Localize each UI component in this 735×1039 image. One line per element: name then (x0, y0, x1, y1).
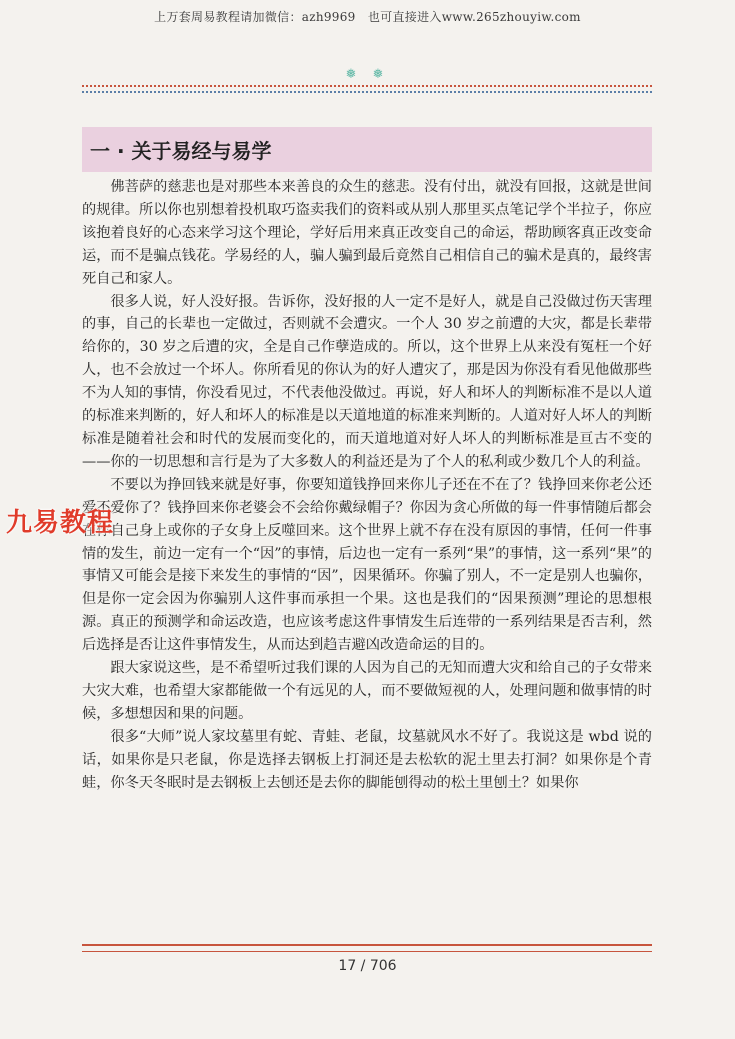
paragraph: 佛菩萨的慈悲也是对那些本来善良的众生的慈悲。没有付出，就没有回报，这就是世间的规律。所以你也别想着投机取巧盗卖我们的资料或从别人那里买点笔记学个半拉子，你应该抱着良好的心态来学习这个理论，学好后用来真正改变自己的命运，帮助顾客真正改变命运，而不是骗点钱花。学易经的人，骗人骗到最后竟然自己相信自己的骗术是真的，最终害死自己和家人。 (82, 179, 652, 287)
bottom-divider (82, 944, 652, 952)
top-divider (82, 85, 652, 93)
page-number: 17 / 706 (338, 958, 397, 974)
paragraph: 很多“大师”说人家坟墓里有蛇、青蛙、老鼠，坟墓就风水不好了。我说这是 wbd 说的话，如果你是只老鼠，你是选择去钢板上打洞还是去松软的泥土里去打洞？如果你是个青蛙，你冬天冬眠时是去钢板上去刨还是去你的脚能刨得动的松土里刨土？如果你 (82, 728, 652, 791)
watermark-stamp: 九易教程 (6, 508, 115, 538)
section-heading-bar (82, 127, 652, 172)
body-text (82, 176, 652, 794)
paragraph: 很多人说，好人没好报。告诉你，没好报的人一定不是好人，就是自己没做过伤天害理的事，自己的长辈也一定做过，否则就不会遭灾。一个人 30 岁之前遭的大灾，都是长辈带给你的，30 岁之后遭的灾，全是自己作孽造成的。所以，这个世界上从来没有冤枉一个好人，也不会放过一个坏人。你所看见的你认为的好人遭灾了，那是因为你没有看见他做那些不为人知的事情，你没看见过，不代表他没做过。再说，好人和坏人的判断标准不是以人道的标准来判断的，好人和坏人的标准是以天道地道的标准来判断的。人道对好人坏人的判断标准是随着社会和时代的发展而变化的，而天道地道对好人坏人的判断标准是亘古不变的——你的一切思想和言行是为了大多数人的利益还是为了个人的私利或少数几个人的利益。 (82, 293, 652, 470)
paragraph: 跟大家说这些，是不希望听过我们课的人因为自己的无知而遭大灾和给自己的子女带来大灾大难，也希望大家都能做一个有远见的人，而不要做短视的人，处理问题和做事情的时候，多想想因和果的问题。 (82, 660, 652, 722)
section-title: 一 · 关于易经与易学 (90, 139, 272, 163)
header-note: 上万套周易教程请加微信：azh9969 也可直接进入www.265zhouyiw.com (154, 10, 581, 24)
paragraph: 不要以为挣回钱来就是好事，你要知道钱挣回来你儿子还在不在了？钱挣回来你老公还爱不爱你了？钱挣回来你老婆会不会给你戴绿帽子？你因为贪心所做的每一件事情随后都会在你自己身上或你的子女身上反噬回来。这个世界上就不存在没有原因的事情，任何一件事情的发生，前边一定有一个“因”的事情，后边也一定有一系列“果”的事情，这一系列“果”的事情又可能会是接下来发生的事情的“因”，因果循环。你骗了别人，不一定是别人也骗你，但是你一定会因为你骗别人这件事而承担一个果。这也是我们的“因果预测”理论的思想根源。真正的预测学和命运改造，也应该考虑这件事情发生后连带的一系列结果是否吉利，然后选择是否让这件事情发生，从而达到趋吉避凶改造命运的目的。 (82, 476, 652, 654)
snowflake-ornament-icon: ❅ ❅ (345, 67, 390, 82)
